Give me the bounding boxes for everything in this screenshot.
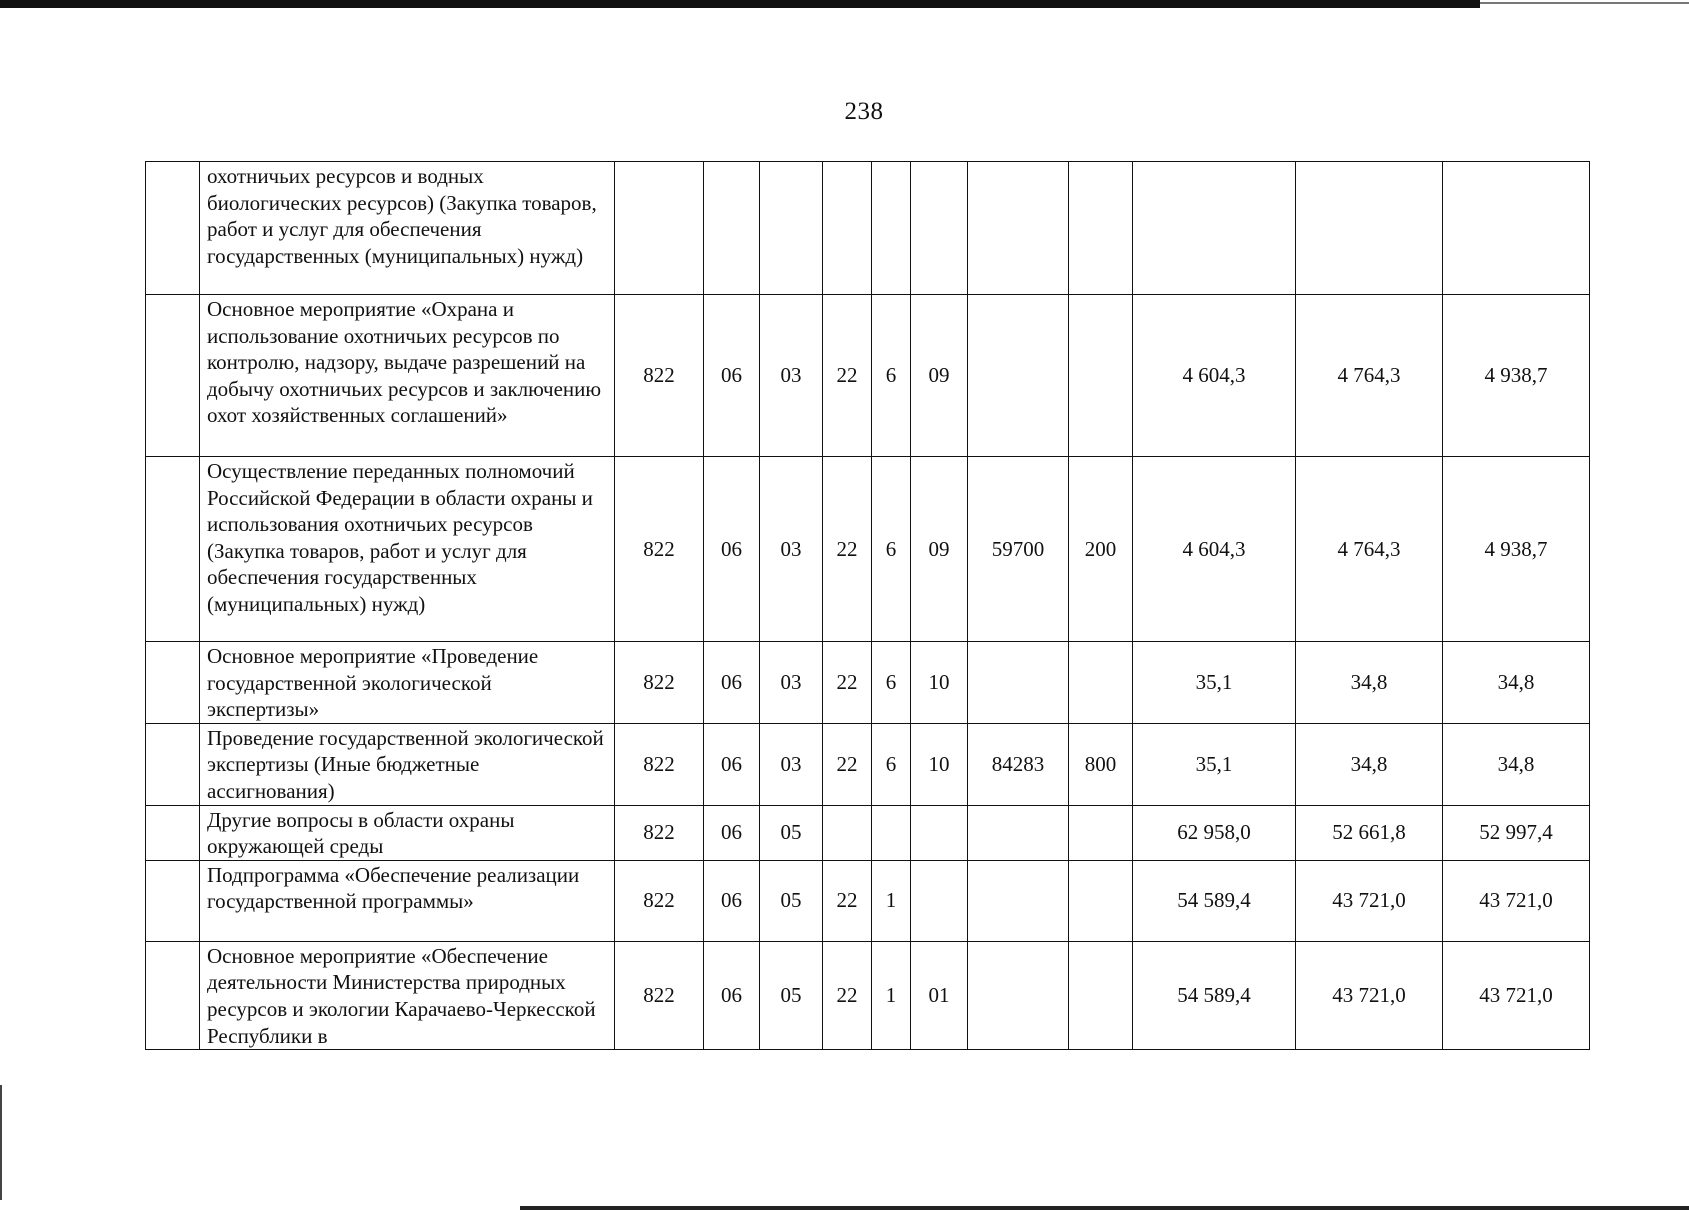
event-code [911, 805, 968, 860]
amount-year1: 4 604,3 [1133, 457, 1296, 642]
program-code: 22 [823, 642, 872, 724]
amount-year2: 43 721,0 [1296, 860, 1443, 941]
section-code: 06 [704, 805, 760, 860]
event-code [911, 860, 968, 941]
event-code: 01 [911, 941, 968, 1049]
ministry-code: 822 [615, 805, 704, 860]
amount-year3: 4 938,7 [1443, 295, 1590, 457]
subprogram-code: 6 [872, 457, 911, 642]
expense-type-code [1069, 860, 1133, 941]
section-code: 06 [704, 457, 760, 642]
section-code: 06 [704, 723, 760, 805]
expense-type-code: 800 [1069, 723, 1133, 805]
item-name: Основное мероприятие «Охрана и использование охотничьих ресурсов по контролю, надзору, выдаче разрешений на добычу охотничьих ресурсов и заключению охот хозяйственных соглашений» [200, 295, 615, 457]
expense-type-code [1069, 642, 1133, 724]
ministry-code: 822 [615, 941, 704, 1049]
event-code: 09 [911, 457, 968, 642]
subsection-code: 03 [760, 295, 823, 457]
table-row [146, 295, 1590, 457]
amount-year1: 54 589,4 [1133, 860, 1296, 941]
subprogram-code: 6 [872, 642, 911, 724]
program-code [823, 805, 872, 860]
expense-type-code: 200 [1069, 457, 1133, 642]
section-code: 06 [704, 295, 760, 457]
direction-code [968, 162, 1069, 295]
section-code: 06 [704, 941, 760, 1049]
item-name: Проведение государственной экологической экспертизы (Иные бюджетные ассигнования) [200, 723, 615, 805]
item-name: охотничьих ресурсов и водных биологических ресурсов) (Закупка товаров, работ и услуг для обеспечения государственных (муниципальных) нужд) [200, 162, 615, 295]
table-row [146, 162, 1590, 295]
expense-type-code [1069, 941, 1133, 1049]
subsection-code: 03 [760, 723, 823, 805]
program-code: 22 [823, 941, 872, 1049]
ministry-code: 822 [615, 642, 704, 724]
section-code [704, 162, 760, 295]
amount-year2: 52 661,8 [1296, 805, 1443, 860]
table-row [146, 860, 1590, 941]
amount-year2: 34,8 [1296, 723, 1443, 805]
amount-year1: 4 604,3 [1133, 295, 1296, 457]
scan-edge-bottom [520, 1206, 1689, 1210]
amount-year3: 43 721,0 [1443, 860, 1590, 941]
scan-edge-left [0, 1085, 2, 1200]
item-name: Осуществление переданных полномочий Российской Федерации в области охраны и использования охотничьих ресурсов (Закупка товаров, работ и услуг для обеспечения государственных (муниципальных) нужд) [200, 457, 615, 642]
event-code: 10 [911, 723, 968, 805]
program-code: 22 [823, 860, 872, 941]
program-code: 22 [823, 723, 872, 805]
item-name: Подпрограмма «Обеспечение реализации государственной программы» [200, 860, 615, 941]
program-code: 22 [823, 457, 872, 642]
direction-code: 84283 [968, 723, 1069, 805]
event-code [911, 162, 968, 295]
subsection-code [760, 162, 823, 295]
subsection-code: 05 [760, 805, 823, 860]
item-name: Основное мероприятие «Обеспечение деятельности Министерства природных ресурсов и экологии Карачаево-Черкесской Республики в [200, 941, 615, 1049]
amount-year2: 4 764,3 [1296, 457, 1443, 642]
item-name: Другие вопросы в области охраны окружающей среды [200, 805, 615, 860]
scan-edge-top [0, 0, 1480, 8]
subprogram-code: 1 [872, 860, 911, 941]
expense-type-code [1069, 805, 1133, 860]
amount-year1: 54 589,4 [1133, 941, 1296, 1049]
direction-code: 59700 [968, 457, 1069, 642]
row-index-cell [146, 723, 200, 805]
event-code: 09 [911, 295, 968, 457]
expense-type-code [1069, 295, 1133, 457]
program-code [823, 162, 872, 295]
subprogram-code: 6 [872, 295, 911, 457]
amount-year3: 34,8 [1443, 723, 1590, 805]
ministry-code: 822 [615, 457, 704, 642]
ministry-code [615, 162, 704, 295]
page-number: 238 [844, 98, 884, 125]
subprogram-code [872, 162, 911, 295]
amount-year2: 34,8 [1296, 642, 1443, 724]
ministry-code: 822 [615, 860, 704, 941]
subsection-code: 03 [760, 457, 823, 642]
table-row [146, 805, 1590, 860]
amount-year3: 43 721,0 [1443, 941, 1590, 1049]
expense-type-code [1069, 162, 1133, 295]
direction-code [968, 805, 1069, 860]
row-index-cell [146, 941, 200, 1049]
subsection-code: 05 [760, 860, 823, 941]
amount-year1 [1133, 162, 1296, 295]
amount-year2 [1296, 162, 1443, 295]
section-code: 06 [704, 860, 760, 941]
section-code: 06 [704, 642, 760, 724]
amount-year3: 52 997,4 [1443, 805, 1590, 860]
table-row [146, 941, 1590, 1049]
item-name: Основное мероприятие «Проведение государственной экологической экспертизы» [200, 642, 615, 724]
budget-table [145, 161, 1590, 1050]
row-index-cell [146, 805, 200, 860]
amount-year2: 43 721,0 [1296, 941, 1443, 1049]
row-index-cell [146, 642, 200, 724]
row-index-cell [146, 860, 200, 941]
subprogram-code: 6 [872, 723, 911, 805]
row-index-cell [146, 295, 200, 457]
table-row [146, 642, 1590, 724]
scan-edge-top-thin [1480, 2, 1689, 4]
subsection-code: 05 [760, 941, 823, 1049]
program-code: 22 [823, 295, 872, 457]
subsection-code: 03 [760, 642, 823, 724]
amount-year3 [1443, 162, 1590, 295]
subprogram-code [872, 805, 911, 860]
ministry-code: 822 [615, 723, 704, 805]
row-index-cell [146, 162, 200, 295]
amount-year3: 4 938,7 [1443, 457, 1590, 642]
ministry-code: 822 [615, 295, 704, 457]
amount-year3: 34,8 [1443, 642, 1590, 724]
subprogram-code: 1 [872, 941, 911, 1049]
amount-year1: 35,1 [1133, 723, 1296, 805]
event-code: 10 [911, 642, 968, 724]
direction-code [968, 642, 1069, 724]
direction-code [968, 860, 1069, 941]
amount-year1: 62 958,0 [1133, 805, 1296, 860]
direction-code [968, 295, 1069, 457]
amount-year1: 35,1 [1133, 642, 1296, 724]
table-row [146, 723, 1590, 805]
table-row [146, 457, 1590, 642]
row-index-cell [146, 457, 200, 642]
amount-year2: 4 764,3 [1296, 295, 1443, 457]
direction-code [968, 941, 1069, 1049]
